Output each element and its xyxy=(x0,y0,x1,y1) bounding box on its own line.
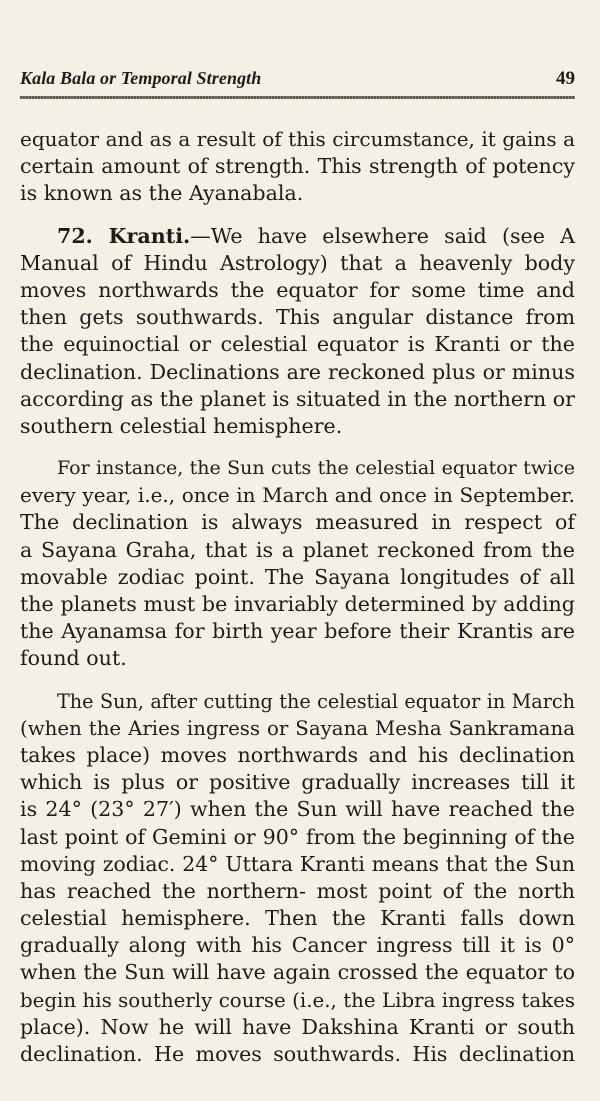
text-run: —We have elsewhere said (see A xyxy=(190,223,575,248)
text-line: moving zodiac. 24° Uttara Kranti means that the Sun xyxy=(20,851,575,876)
text-line: gradually along with his Cancer ingress till it is 0° xyxy=(20,933,575,958)
text-line: is 24° (23° 27′) when the Sun will have reached the xyxy=(20,797,575,822)
header-rule xyxy=(20,96,575,99)
section-heading: 72. Kranti. xyxy=(57,223,191,248)
text-line: Manual of Hindu Astrology) that a heavenly body xyxy=(20,250,575,275)
text-line: The Sun, after cutting the celestial equator in March xyxy=(57,689,575,713)
text-line: takes place) moves northwards and his declination xyxy=(20,742,575,767)
running-title: Kala Bala or Temporal Strength xyxy=(20,68,262,88)
text-line: equator and as a result of this circumstance, it gains a xyxy=(20,127,575,151)
text-line: southern celestial hemisphere. xyxy=(20,413,343,438)
text-line: last point of Gemini or 90° from the beginning of the xyxy=(20,824,575,849)
text-line: is known as the Ayanabala. xyxy=(20,181,304,206)
text-line: the planets must be invariably determined by adding xyxy=(20,592,575,616)
text-line: the Ayanamsa for birth year before their Krantis are xyxy=(20,619,575,644)
paragraph-3 xyxy=(20,455,575,673)
text-line: every year, i.e., once in March and once in September. xyxy=(20,483,575,508)
paragraph-1 xyxy=(20,126,575,208)
text-line: which is plus or positive gradually increases till it xyxy=(20,770,575,795)
text-line: has reached the northern- most point of the north xyxy=(20,878,575,903)
body-text xyxy=(20,126,575,1083)
text-line: movable zodiac point. The Sayana longitudes of all xyxy=(20,564,575,589)
paragraph-2 xyxy=(20,223,575,441)
paragraph-4 xyxy=(20,688,575,1069)
text-line: a Sayana Graha, that is a planet reckoned from the xyxy=(20,537,575,562)
text-line: place). Now he will have Dakshina Kranti or south xyxy=(20,1014,575,1039)
text-line: when the Sun will have again crossed the equator to xyxy=(20,960,575,985)
text-line xyxy=(20,223,575,250)
text-line: certain amount of strength. This strength of potency xyxy=(20,154,575,179)
text-line: (when the Aries ingress or Sayana Mesha Sankramana xyxy=(20,716,575,740)
page-header xyxy=(20,68,575,94)
text-line: the equinoctial or celestial equator is Kranti or the xyxy=(20,332,575,357)
text-line: declination. Declinations are reckoned plus or minus xyxy=(20,359,575,384)
text-line: begin his southerly course (i.e., the Libra ingress takes xyxy=(20,988,575,1012)
text-line: For instance, the Sun cuts the celestial equator twice xyxy=(57,457,575,480)
text-line: found out. xyxy=(20,646,127,671)
text-line: then gets southwards. This angular distance from xyxy=(20,305,575,330)
text-line: The declination is always measured in respect of xyxy=(20,510,575,535)
text-line: moves northwards the equator for some time and xyxy=(20,277,575,302)
text-line: according as the planet is situated in the northern or xyxy=(20,386,575,411)
page-number: 49 xyxy=(556,68,575,89)
text-line: declination. He moves southwards. His declination xyxy=(20,1042,575,1066)
text-line: celestial hemisphere. Then the Kranti falls down xyxy=(20,906,575,931)
